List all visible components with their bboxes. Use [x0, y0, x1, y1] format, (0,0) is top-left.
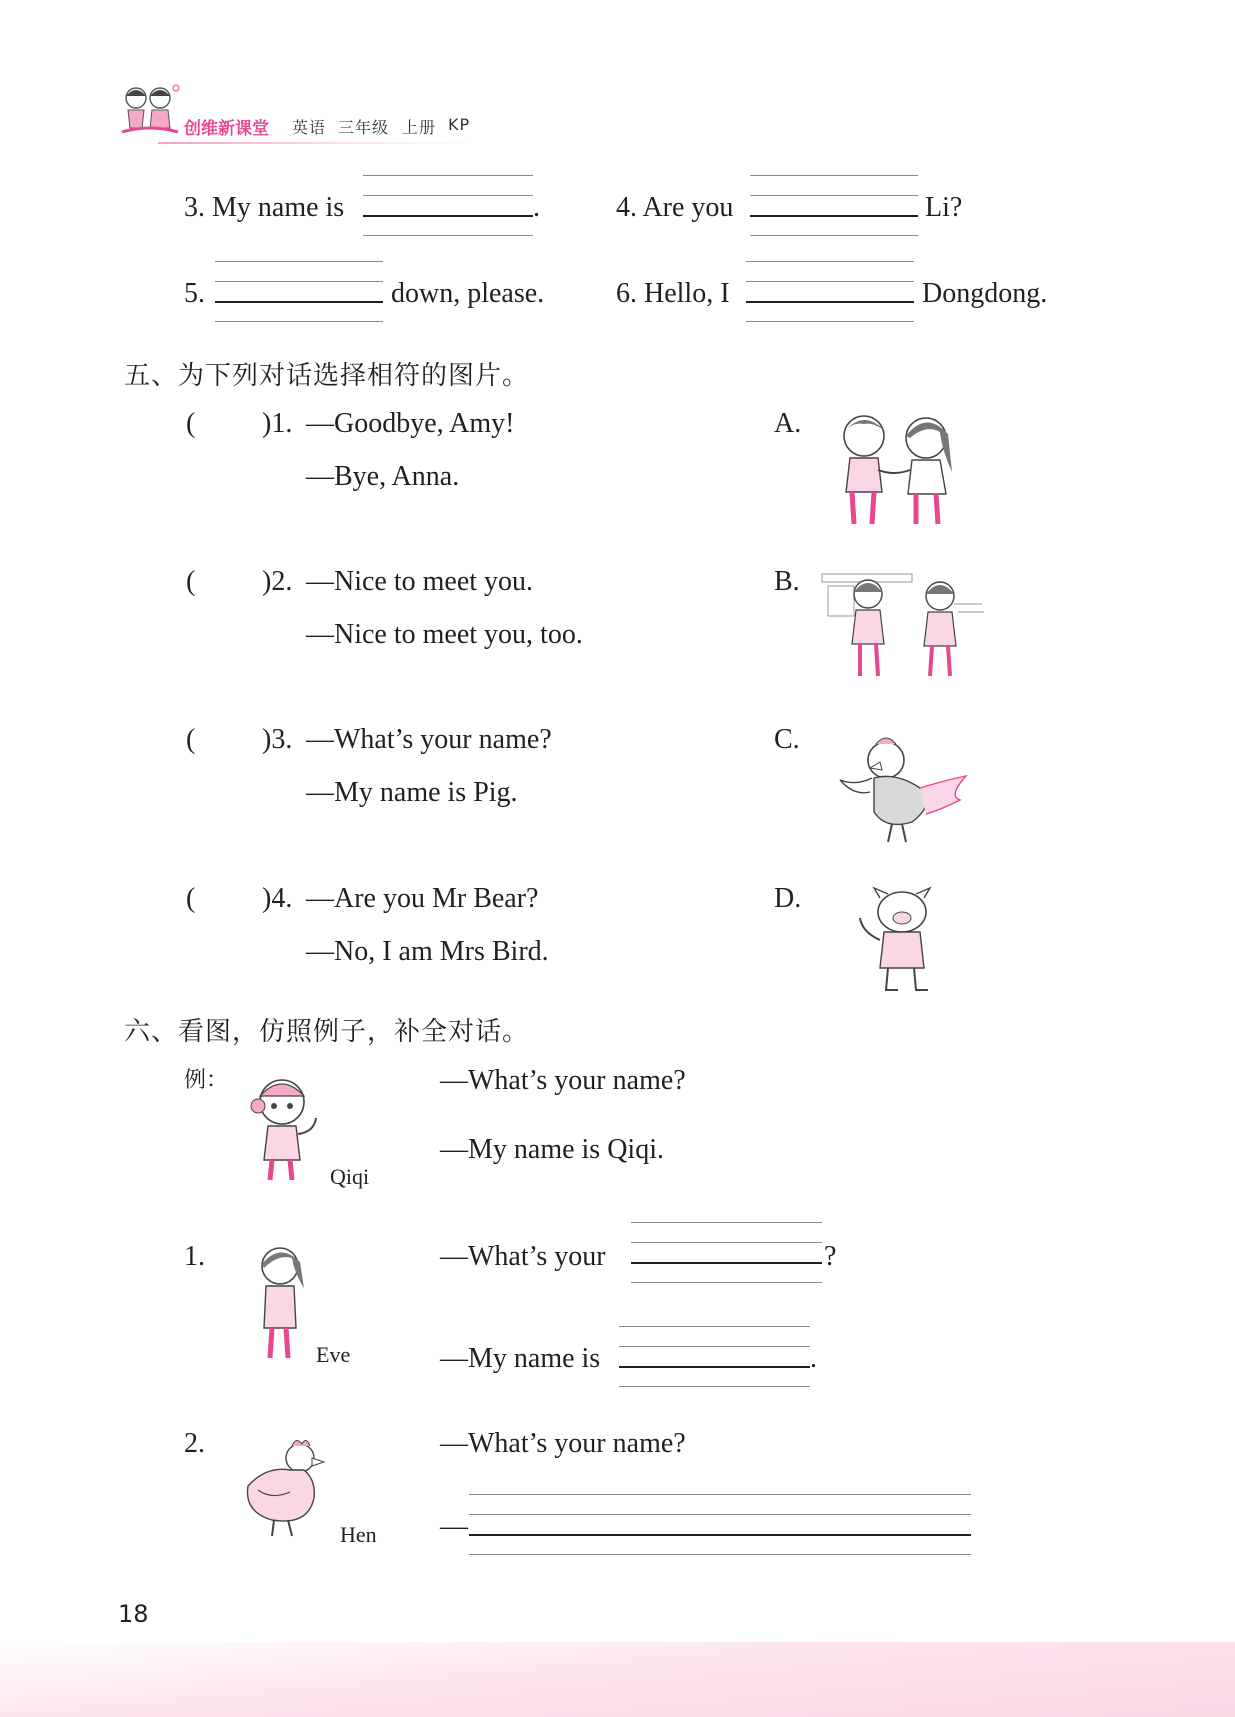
- item-2-number: 2.: [184, 1428, 205, 1459]
- qiqi-robot-girl-icon: [244, 1072, 334, 1188]
- item-1-line1-end: ?: [824, 1241, 837, 1272]
- bird-icon: [836, 726, 972, 850]
- answer-blank-4[interactable]: [198, 880, 262, 916]
- fill-item-5-label: 5.: [184, 278, 205, 309]
- answer-paren-open: (: [186, 724, 196, 755]
- brand-name: 创维新课堂: [184, 119, 269, 139]
- page-number: 18: [118, 1600, 149, 1628]
- writing-lines-item-1-q[interactable]: [631, 1222, 822, 1284]
- option-c-label: C.: [774, 724, 800, 755]
- question-1-number: )1.: [262, 408, 293, 439]
- section-6-title: 六、看图，仿照例子，补全对话。: [124, 1017, 530, 1047]
- answer-paren-open: (: [186, 883, 196, 914]
- item-2-name-caption: Hen: [340, 1522, 377, 1547]
- eve-girl-icon: [250, 1242, 320, 1366]
- item-1-name-caption: Eve: [316, 1342, 351, 1367]
- fill-item-3-end: .: [533, 192, 540, 223]
- item-2-line2-dash: —: [440, 1511, 468, 1542]
- question-4-number: )4.: [262, 883, 293, 914]
- item-2-line1: —What’s your name?: [440, 1428, 686, 1459]
- answer-paren-open: (: [186, 408, 196, 439]
- two-girls-waving-icon: [818, 568, 988, 686]
- item-1-line1-start: —What’s your: [440, 1241, 606, 1272]
- answer-blank-2[interactable]: [198, 563, 262, 599]
- option-d-label: D.: [774, 883, 802, 914]
- header: [118, 82, 538, 152]
- example-name-caption: Qiqi: [330, 1164, 370, 1189]
- question-4-line1: —Are you Mr Bear?: [306, 883, 539, 914]
- question-3-line2: —My name is Pig.: [306, 777, 518, 808]
- item-1-line2-start: —My name is: [440, 1343, 601, 1374]
- hen-icon: [238, 1436, 338, 1540]
- fill-item-5-end: down, please.: [391, 278, 545, 309]
- option-a-label: A.: [774, 408, 802, 439]
- section-5-title: 五、为下列对话选择相符的图片。: [124, 361, 530, 391]
- writing-lines-6[interactable]: [746, 261, 914, 323]
- fill-item-3-label: 3. My name is: [184, 192, 345, 223]
- writing-lines-4[interactable]: [750, 175, 918, 237]
- header-volume: 上册: [402, 118, 437, 137]
- question-2-number: )2.: [262, 566, 293, 597]
- writing-lines-3[interactable]: [363, 175, 533, 237]
- answer-blank-1[interactable]: [198, 405, 262, 441]
- question-1-line2: —Bye, Anna.: [306, 461, 460, 492]
- item-1-number: 1.: [184, 1241, 205, 1272]
- fill-item-4-end: Li?: [925, 192, 963, 223]
- two-kids-handshake-icon: [830, 410, 970, 528]
- pig-icon: [852, 884, 944, 996]
- question-2-line1: —Nice to meet you.: [306, 566, 534, 597]
- question-3-line1: —What’s your name?: [306, 724, 552, 755]
- fill-item-6-label: 6. Hello, I: [616, 278, 730, 309]
- writing-lines-item-1-a[interactable]: [619, 1326, 810, 1388]
- question-2-line2: —Nice to meet you, too.: [306, 619, 583, 650]
- header-underline: [158, 142, 478, 144]
- mascot-kids-icon: [118, 82, 182, 146]
- fill-item-4-label: 4. Are you: [616, 192, 734, 223]
- example-label: 例：: [184, 1068, 229, 1093]
- answer-paren-open: (: [186, 566, 196, 597]
- fill-item-6-end: Dongdong.: [922, 278, 1048, 309]
- writing-lines-item-2-a[interactable]: [469, 1494, 971, 1556]
- question-1-line1: —Goodbye, Amy!: [306, 408, 515, 439]
- header-edition: KP: [448, 115, 471, 134]
- question-4-line2: —No, I am Mrs Bird.: [306, 936, 549, 967]
- header-subject: 英语: [292, 118, 327, 137]
- answer-blank-3[interactable]: [198, 721, 262, 757]
- question-3-number: )3.: [262, 724, 293, 755]
- example-line2: —My name is Qiqi.: [440, 1134, 664, 1165]
- writing-lines-5[interactable]: [215, 261, 383, 323]
- example-line1: —What’s your name?: [440, 1065, 686, 1096]
- option-b-label: B.: [774, 566, 800, 597]
- header-grade: 三年级: [338, 118, 390, 137]
- footer-band: [0, 1642, 1235, 1717]
- item-1-line2-end: .: [810, 1343, 817, 1374]
